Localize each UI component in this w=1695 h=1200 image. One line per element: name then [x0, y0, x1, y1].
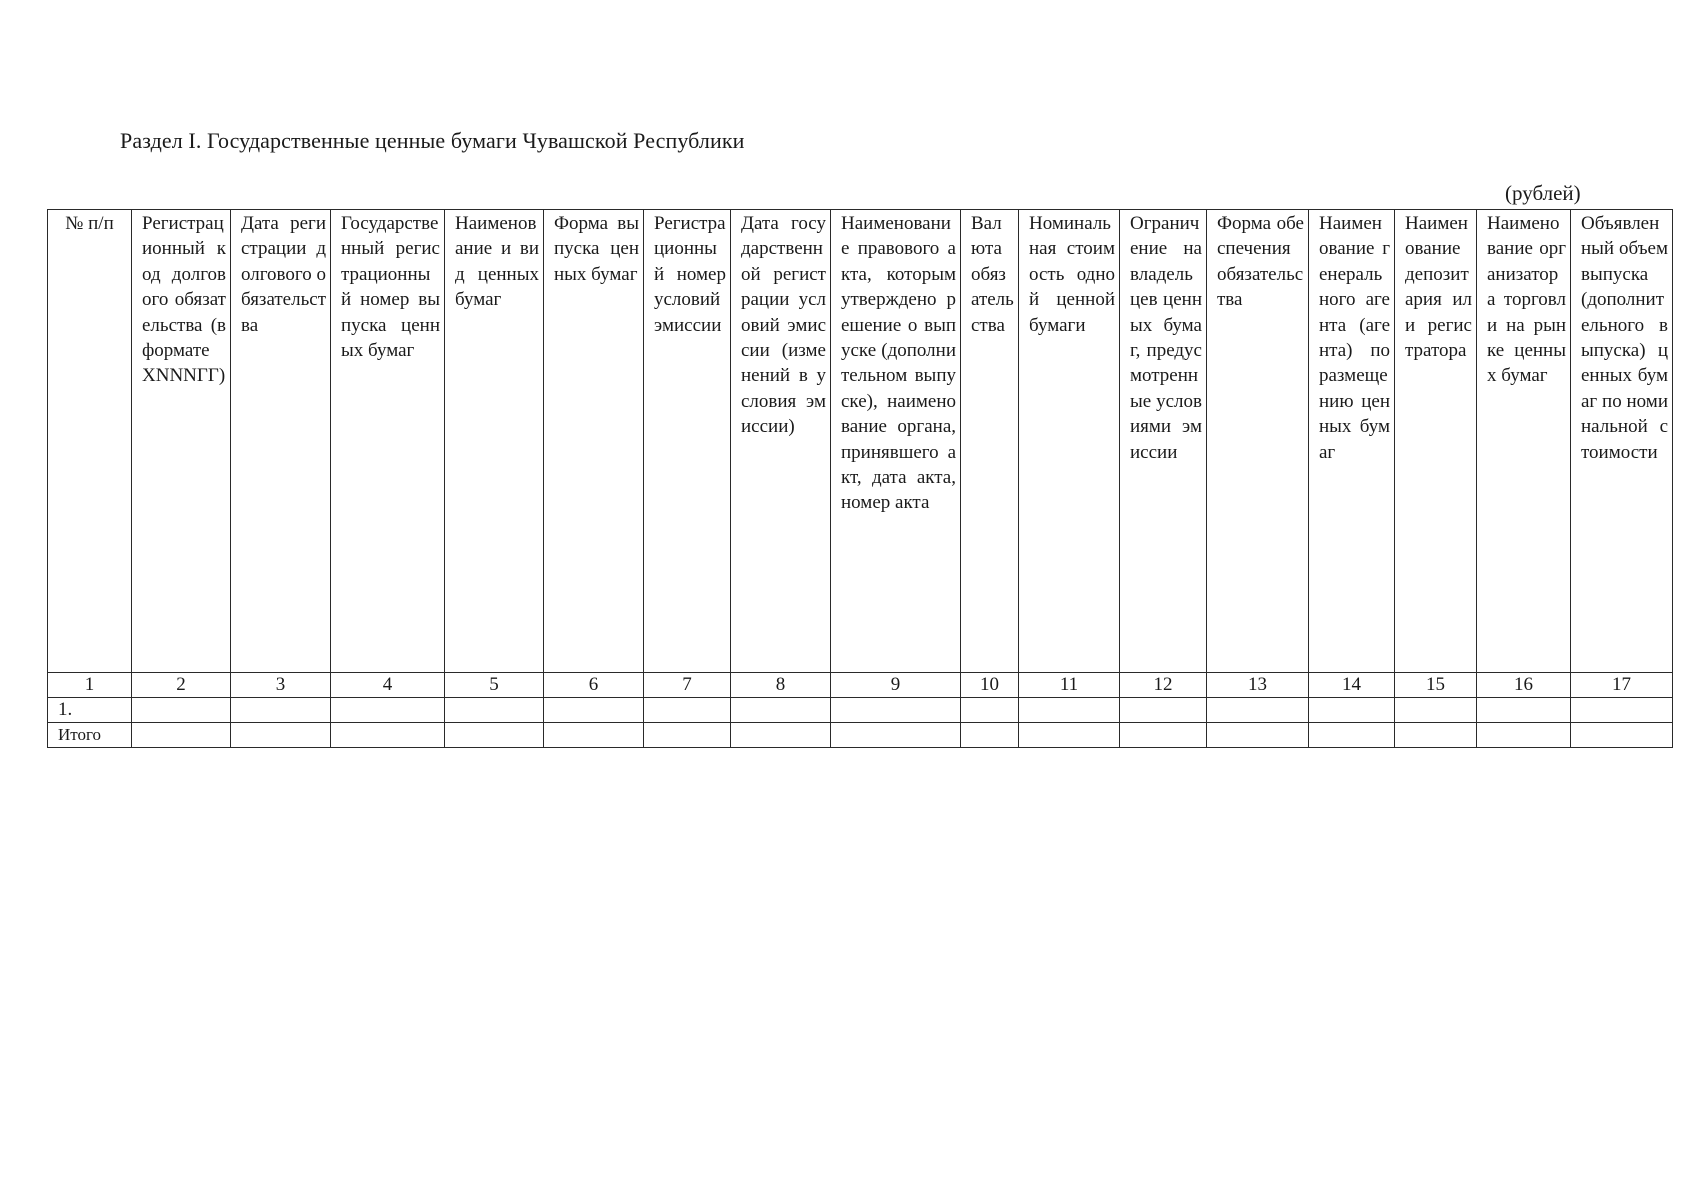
- table-cell: [231, 698, 331, 723]
- column-number: 2: [132, 673, 231, 698]
- table-cell: [961, 723, 1019, 748]
- header-cell: Государственный регистрационный номер выпуска ценных бумаг: [331, 210, 445, 673]
- column-number: 3: [231, 673, 331, 698]
- column-number: 5: [445, 673, 544, 698]
- header-cell: Ограничение на владельцев ценных бумаг, предусмотренные условиями эмиссии: [1120, 210, 1207, 673]
- total-row: [48, 723, 1673, 748]
- header-cell: Форма выпуска ценных бумаг: [544, 210, 644, 673]
- header-cell: Объявленный объем выпуска (дополнительного выпуска) ценных бумаг по номинальной стоимости: [1571, 210, 1673, 673]
- table-cell: [445, 698, 544, 723]
- table-cell: [544, 723, 644, 748]
- column-number: 6: [544, 673, 644, 698]
- column-number: 17: [1571, 673, 1673, 698]
- header-cell: Регистрационный номер условий эмиссии: [644, 210, 731, 673]
- units-label: (рублей): [1505, 181, 1581, 205]
- table-cell: [831, 698, 961, 723]
- header-cell: № п/п: [48, 210, 132, 673]
- header-cell: Номинальная стоимость одной ценной бумаги: [1019, 210, 1120, 673]
- column-number: 10: [961, 673, 1019, 698]
- table-cell: [331, 698, 445, 723]
- table-cell: [644, 698, 731, 723]
- header-cell: Наименование и вид ценных бумаг: [445, 210, 544, 673]
- table-cell: [1019, 723, 1120, 748]
- row-number-cell: 1.: [48, 698, 132, 723]
- column-number: 12: [1120, 673, 1207, 698]
- header-cell: Регистрационный код долгового обязательства (в формате XNNNГГ): [132, 210, 231, 673]
- table-cell: [331, 723, 445, 748]
- column-number: 1: [48, 673, 132, 698]
- header-cell: Наименование депозитария или регистратора: [1395, 210, 1477, 673]
- table-cell: [1207, 698, 1309, 723]
- total-label: Итого: [48, 723, 132, 748]
- header-row: [48, 210, 1673, 673]
- table-cell: [1571, 723, 1673, 748]
- table-cell: [731, 698, 831, 723]
- table-cell: [831, 723, 961, 748]
- header-cell: Валюта обязательства: [961, 210, 1019, 673]
- table-cell: [1477, 698, 1571, 723]
- column-number-row: [48, 673, 1673, 698]
- table-cell: [231, 723, 331, 748]
- table-cell: [1477, 723, 1571, 748]
- table-cell: [445, 723, 544, 748]
- table-cell: [644, 723, 731, 748]
- table-cell: [1120, 698, 1207, 723]
- table-cell: [1395, 698, 1477, 723]
- column-number: 9: [831, 673, 961, 698]
- section-title: Раздел I. Государственные ценные бумаги Чувашской Республики: [120, 128, 745, 153]
- column-number: 7: [644, 673, 731, 698]
- table-cell: [132, 723, 231, 748]
- table-cell: [1120, 723, 1207, 748]
- table-cell: [1207, 723, 1309, 748]
- column-number: 13: [1207, 673, 1309, 698]
- header-cell: Форма обеспечения обязательства: [1207, 210, 1309, 673]
- table-cell: [1309, 723, 1395, 748]
- column-number: 14: [1309, 673, 1395, 698]
- table-cell: [544, 698, 644, 723]
- column-number: 8: [731, 673, 831, 698]
- table-cell: [1571, 698, 1673, 723]
- header-cell: Дата государственной регистрации условий эмиссии (изменений в условия эмиссии): [731, 210, 831, 673]
- column-number: 11: [1019, 673, 1120, 698]
- header-cell: Наименование правового акта, которым утверждено решение о выпуске (дополнительном выпуске), наименование органа, принявшего акт, дата акта, номер акта: [831, 210, 961, 673]
- table-row: [48, 698, 1673, 723]
- header-cell: Наименование организатора торговли на рынке ценных бумаг: [1477, 210, 1571, 673]
- table-cell: [1395, 723, 1477, 748]
- table-cell: [731, 723, 831, 748]
- column-number: 4: [331, 673, 445, 698]
- securities-table: [47, 209, 1673, 748]
- header-cell: Дата регистрации долгового обязательства: [231, 210, 331, 673]
- column-number: 15: [1395, 673, 1477, 698]
- table-cell: [1309, 698, 1395, 723]
- table-cell: [961, 698, 1019, 723]
- column-number: 16: [1477, 673, 1571, 698]
- table-cell: [1019, 698, 1120, 723]
- header-cell: Наименование генерального агента (агента) по размещению ценных бумаг: [1309, 210, 1395, 673]
- table-cell: [132, 698, 231, 723]
